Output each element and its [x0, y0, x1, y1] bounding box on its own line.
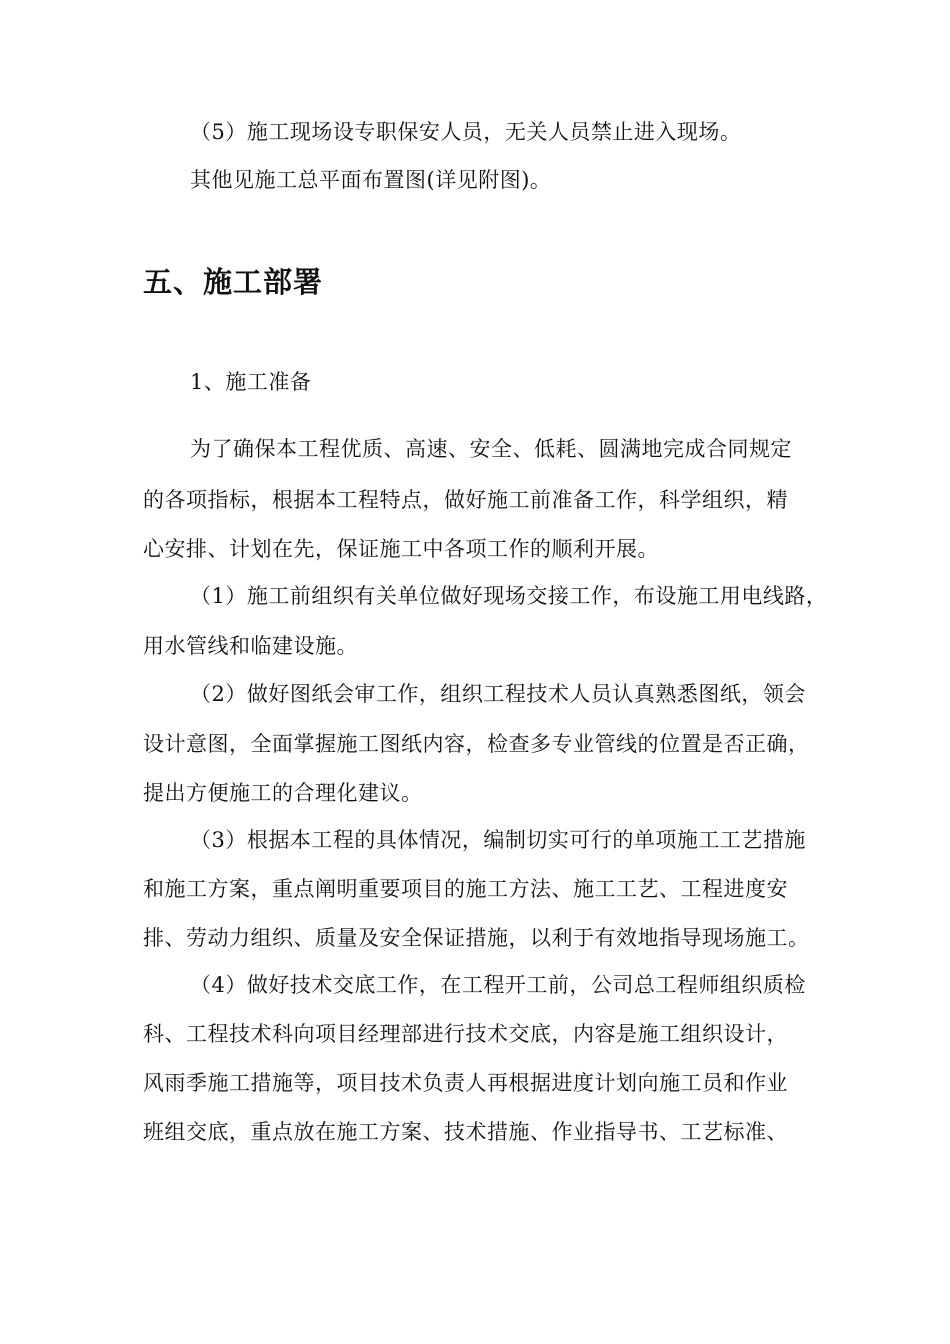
paragraph-line: （2）做好图纸会审工作，组织工程技术人员认真熟悉图纸，领会 — [190, 682, 806, 706]
paragraph-line: 用水管线和临建设施。 — [143, 634, 358, 658]
paragraph-line: 设计意图，全面掌握施工图纸内容，检查多专业管线的位置是否正确， — [143, 732, 810, 756]
paragraph-line: 风雨季施工措施等，项目技术负责人再根据进度计划向施工员和作业 — [143, 1071, 788, 1095]
paragraph-line: 心安排、计划在先，保证施工中各项工作的顺利开展。 — [143, 537, 659, 561]
paragraph-line: 和施工方案，重点阐明重要项目的施工方法、施工工艺、工程进度安 — [143, 877, 788, 901]
paragraph-line: 排、劳动力组织、质量及安全保证措施，以利于有效地指导现场施工。 — [143, 926, 810, 950]
paragraph-line: （5）施工现场设专职保安人员，无关人员禁止进入现场。 — [190, 120, 742, 144]
paragraph-line: 的各项指标，根据本工程特点，做好施工前准备工作，科学组织，精 — [143, 488, 788, 512]
paragraph-line: 班组交底，重点放在施工方案、技术措施、作业指导书、工艺标准、 — [143, 1120, 788, 1144]
paragraph-line: 科、工程技术科向项目经理部进行技术交底，内容是施工组织设计， — [143, 1022, 788, 1046]
paragraph-line: 其他见施工总平面布置图(详见附图)。 — [190, 168, 552, 192]
paragraph-line: 为了确保本工程优质、高速、安全、低耗、圆满地完成合同规定 — [190, 437, 792, 461]
paragraph-line: 提出方便施工的合理化建议。 — [143, 781, 423, 805]
paragraph-line: （4）做好技术交底工作，在工程开工前，公司总工程师组织质检 — [190, 973, 806, 997]
paragraph-line: （3）根据本工程的具体情况，编制切实可行的单项施工工艺措施 — [190, 828, 806, 852]
paragraph-line: （1）施工前组织有关单位做好现场交接工作，布设施工用电线路， — [190, 584, 828, 608]
section-title: 五、施工部署 — [143, 265, 324, 299]
subsection-heading: 1、施工准备 — [190, 370, 312, 394]
